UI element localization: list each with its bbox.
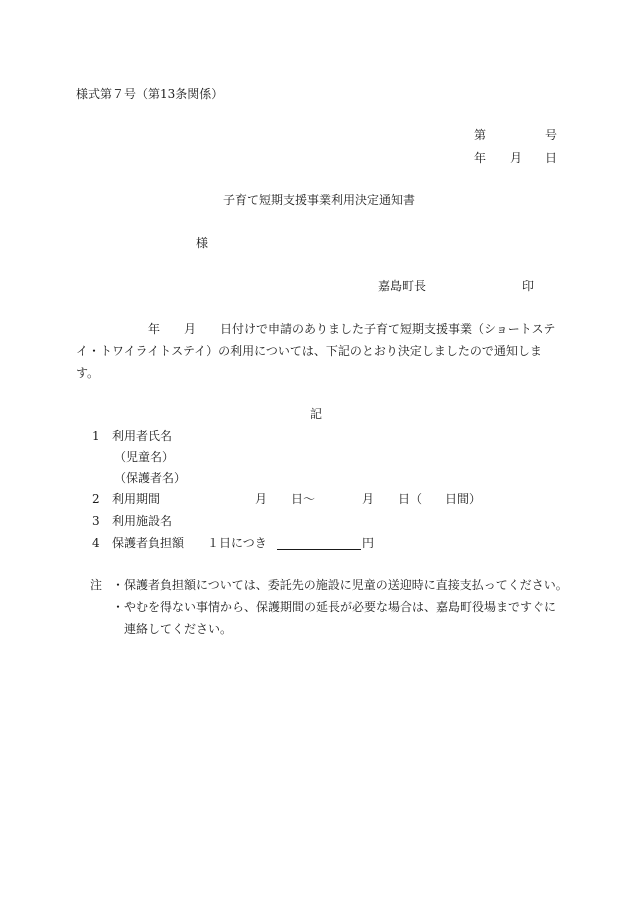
period-month-1: 月 <box>255 492 268 506</box>
item-2-number: 2 <box>92 492 100 506</box>
fee-per-day: １日につき <box>207 536 267 550</box>
body-line1-rest: 日付けで申請のありました子育て短期支援事業（ショートステ <box>220 322 556 336</box>
period-label: 利用期間 <box>112 492 161 506</box>
doc-no-go: 号 <box>545 128 558 142</box>
body-line2: イ・トワイライトステイ）の利用については、下記のとおり決定しましたので通知しま <box>76 344 542 358</box>
guardian-name-label: （保護者名） <box>114 471 187 485</box>
document-title: 子育て短期支援事業利用決定通知書 <box>223 193 416 207</box>
period-days: 日間） <box>445 492 482 506</box>
fee-amount-blank-line <box>277 549 361 550</box>
body-month: 月 <box>184 322 197 336</box>
fee-unit: 円 <box>362 536 375 550</box>
form-number: 様式第７号（第13条関係） <box>76 87 224 101</box>
fee-label: 保護者負担額 <box>112 536 185 550</box>
notes-label: 注 <box>90 578 103 592</box>
period-day-1: 日～ <box>291 492 316 506</box>
note-1: ・保護者負担額については、委託先の施設に児童の送迎時に直接支払ってください。 <box>112 578 568 592</box>
body-year: 年 <box>148 322 161 336</box>
user-name-label: 利用者氏名 <box>112 429 173 443</box>
date-month: 月 <box>510 151 523 165</box>
note-2-line-2: 連絡してください。 <box>124 622 233 636</box>
issuer-seal: 印 <box>522 279 535 293</box>
doc-no-dai: 第 <box>474 128 487 142</box>
addressee-suffix: 様 <box>196 236 209 250</box>
note-2-line-1: ・やむを得ない事情から、保護期間の延長が必要な場合は、嘉島町役場まですぐに <box>112 600 557 614</box>
ki-heading: 記 <box>310 407 323 421</box>
item-3-number: 3 <box>92 514 100 528</box>
issuer-name: 嘉島町長 <box>378 279 427 293</box>
child-name-label: （児童名） <box>114 450 175 464</box>
facility-label: 利用施設名 <box>112 514 173 528</box>
period-month-2: 月 <box>362 492 375 506</box>
body-line3: す。 <box>76 366 100 380</box>
date-year: 年 <box>474 151 487 165</box>
item-4-number: 4 <box>92 536 100 550</box>
date-day: 日 <box>545 151 558 165</box>
period-day-2: 日（ <box>398 492 423 506</box>
item-1-number: 1 <box>92 429 100 443</box>
